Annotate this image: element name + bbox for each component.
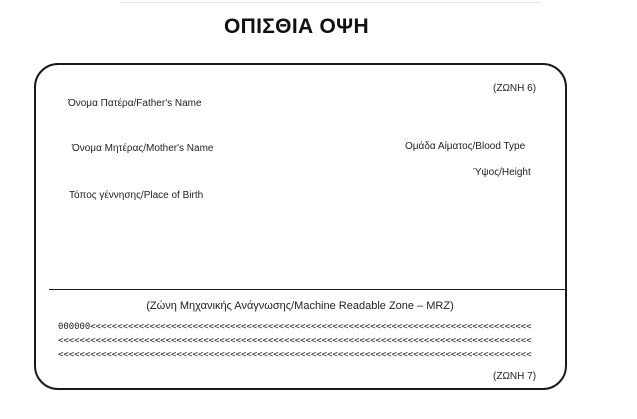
mother-name-label: Όνομα Μητέρας/Mother's Name	[72, 143, 214, 154]
father-name-label: Όνομα Πατέρα/Father's Name	[68, 98, 202, 109]
zone-6-label: (ΖΩΝΗ 6)	[493, 83, 537, 94]
top-divider	[120, 2, 540, 3]
mrz-line-1: 000000<<<<<<<<<<<<<<<<<<<<<<<<<<<<<<<<<<<<<<<<<<<<<<<<<<<<<<<<<<<<<<<<<<<<<<<<<<<<<<<<<<	[58, 322, 532, 332]
place-of-birth-label: Τόπος γέννησης/Place of Birth	[69, 190, 204, 201]
blood-type-label: Ομάδα Αίματος/Blood Type	[405, 141, 526, 152]
height-label: Ύψος/Height	[473, 167, 531, 178]
mrz-title: (Ζώνη Μηχανικής Ανάγνωσης/Machine Readable Zone – MRZ)	[146, 300, 454, 312]
page-title: ΟΠΙΣΘΙΑ ΟΨΗ	[224, 15, 369, 38]
zone-7-label: (ΖΩΝΗ 7)	[493, 371, 537, 382]
mrz-line-2: <<<<<<<<<<<<<<<<<<<<<<<<<<<<<<<<<<<<<<<<<<<<<<<<<<<<<<<<<<<<<<<<<<<<<<<<<<<<<<<<<<<<<<<<	[58, 336, 532, 346]
mrz-divider	[49, 289, 565, 290]
mrz-line-3: <<<<<<<<<<<<<<<<<<<<<<<<<<<<<<<<<<<<<<<<<<<<<<<<<<<<<<<<<<<<<<<<<<<<<<<<<<<<<<<<<<<<<<<<	[58, 350, 532, 360]
